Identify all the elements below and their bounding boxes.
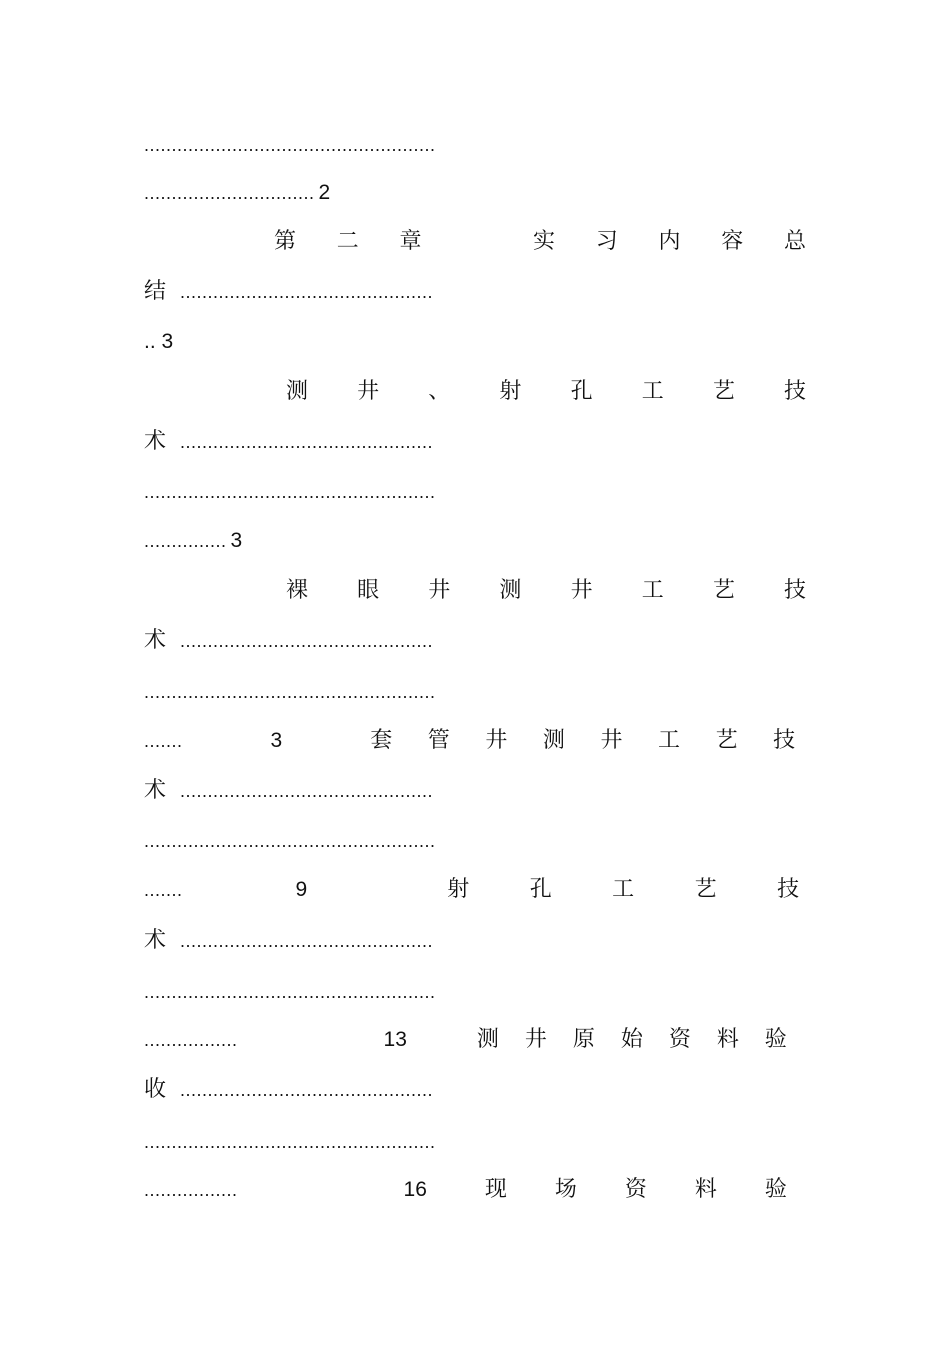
toc-heading-perforating xyxy=(447,873,799,907)
heading-char: 料 xyxy=(716,1027,739,1052)
leader-dots: ....... xyxy=(144,731,183,751)
page-number: 16 xyxy=(403,1178,427,1201)
heading-char: 艺 xyxy=(712,578,735,603)
heading-char: 收 xyxy=(144,1077,167,1102)
heading-char: 射 xyxy=(499,379,522,404)
heading-char: 裸 xyxy=(286,578,309,603)
toc-line xyxy=(144,1125,806,1159)
leader-dots: ..................................................... xyxy=(144,135,436,155)
leader-dots: .............................................. xyxy=(180,631,434,651)
toc-line xyxy=(144,1023,806,1057)
heading-char: 工 xyxy=(612,877,635,902)
heading-char: 艺 xyxy=(715,728,738,753)
toc-line xyxy=(144,524,806,558)
toc-line xyxy=(144,924,806,958)
toc-line xyxy=(144,475,806,509)
heading-char: 射 xyxy=(447,877,470,902)
heading-char: 现 xyxy=(484,1177,507,1202)
heading-char: 孔 xyxy=(570,379,593,404)
page-number: 9 xyxy=(295,878,308,901)
toc-line xyxy=(144,873,806,907)
heading-char: 总 xyxy=(783,229,806,254)
heading-char: 艺 xyxy=(694,877,717,902)
toc-heading-raw-data-acceptance xyxy=(477,1023,787,1057)
heading-char: 套 xyxy=(370,728,393,753)
heading-char: 孔 xyxy=(529,877,552,902)
heading-char: 井 xyxy=(485,728,508,753)
leader-dots: ..................................................... xyxy=(144,982,436,1002)
toc-line xyxy=(144,1173,806,1207)
heading-char: 章 xyxy=(399,229,422,254)
leader-dots: ..................................................... xyxy=(144,1132,436,1152)
toc-heading-logging-perforating xyxy=(286,375,806,409)
leader-dots: .............................................. xyxy=(180,1080,434,1100)
heading-char: 内 xyxy=(658,229,681,254)
page-number: 13 xyxy=(383,1028,407,1051)
toc-line xyxy=(144,128,806,162)
page-number: 2 xyxy=(318,181,331,204)
leader-dots: .............................................. xyxy=(180,432,434,452)
toc-line xyxy=(144,675,806,709)
toc-line xyxy=(144,1073,806,1107)
heading-char: 井 xyxy=(357,379,380,404)
heading-char: 眼 xyxy=(357,578,380,603)
heading-char: 工 xyxy=(641,578,664,603)
heading-char: 技 xyxy=(783,379,806,404)
heading-char: 、 xyxy=(428,379,451,404)
heading-char: 原 xyxy=(572,1027,595,1052)
heading-char: 测 xyxy=(286,379,309,404)
leader-dots: .............................................. xyxy=(180,781,434,801)
page-number: 3 xyxy=(270,729,283,752)
heading-char: 井 xyxy=(570,578,593,603)
leader-dots: ..................................................... xyxy=(144,831,436,851)
heading-char: 验 xyxy=(764,1177,787,1202)
heading-char: 井 xyxy=(524,1027,547,1052)
heading-char: 料 xyxy=(694,1177,717,1202)
toc-heading-field-data-acceptance xyxy=(485,1173,787,1207)
toc-line xyxy=(144,975,806,1009)
heading-char: 工 xyxy=(641,379,664,404)
heading-char: 术 xyxy=(144,429,167,454)
leader-dots: .............................................. xyxy=(180,931,434,951)
leader-dots: ............................... xyxy=(144,183,315,203)
heading-char: 工 xyxy=(658,728,681,753)
heading-char: 结 xyxy=(144,279,167,304)
toc-heading-openhole xyxy=(286,574,806,608)
heading-char: 测 xyxy=(476,1027,499,1052)
toc-line xyxy=(144,425,806,459)
toc-heading-chapter2 xyxy=(274,225,806,259)
toc-line xyxy=(144,624,806,658)
toc-heading-cased-hole xyxy=(370,724,795,758)
heading-char: 术 xyxy=(144,928,167,953)
heading-char: 场 xyxy=(554,1177,577,1202)
heading-char: 术 xyxy=(144,778,167,803)
heading-char: 始 xyxy=(620,1027,643,1052)
heading-char: 资 xyxy=(624,1177,647,1202)
leader-dots: ....... xyxy=(144,880,183,900)
page-number: .. 3 xyxy=(144,330,174,353)
page-number: 3 xyxy=(230,529,243,552)
leader-dots: ............... xyxy=(144,531,227,551)
heading-char: 实 xyxy=(532,229,555,254)
heading-char: 验 xyxy=(764,1027,787,1052)
heading-char: 艺 xyxy=(712,379,735,404)
heading-char: 技 xyxy=(773,728,796,753)
heading-char: 二 xyxy=(336,229,359,254)
leader-dots: .............................................. xyxy=(180,282,434,302)
toc-line xyxy=(144,275,806,309)
heading-char: 测 xyxy=(499,578,522,603)
toc-line xyxy=(144,176,806,210)
heading-char: 术 xyxy=(144,628,167,653)
toc-line xyxy=(144,824,806,858)
heading-char: 测 xyxy=(542,728,565,753)
heading-char: 管 xyxy=(427,728,450,753)
heading-char: 技 xyxy=(783,578,806,603)
heading-char: 容 xyxy=(721,229,744,254)
heading-char: 井 xyxy=(428,578,451,603)
leader-dots: ..................................................... xyxy=(144,482,436,502)
leader-dots: ................. xyxy=(144,1030,238,1050)
leader-dots: ..................................................... xyxy=(144,682,436,702)
heading-char: 第 xyxy=(274,229,297,254)
heading-char: 技 xyxy=(777,877,800,902)
heading-char: 井 xyxy=(600,728,623,753)
toc-line xyxy=(144,774,806,808)
heading-char: 资 xyxy=(668,1027,691,1052)
toc-line xyxy=(144,724,806,758)
leader-dots: ................. xyxy=(144,1180,238,1200)
toc-line xyxy=(144,325,806,359)
heading-char: 习 xyxy=(595,229,618,254)
